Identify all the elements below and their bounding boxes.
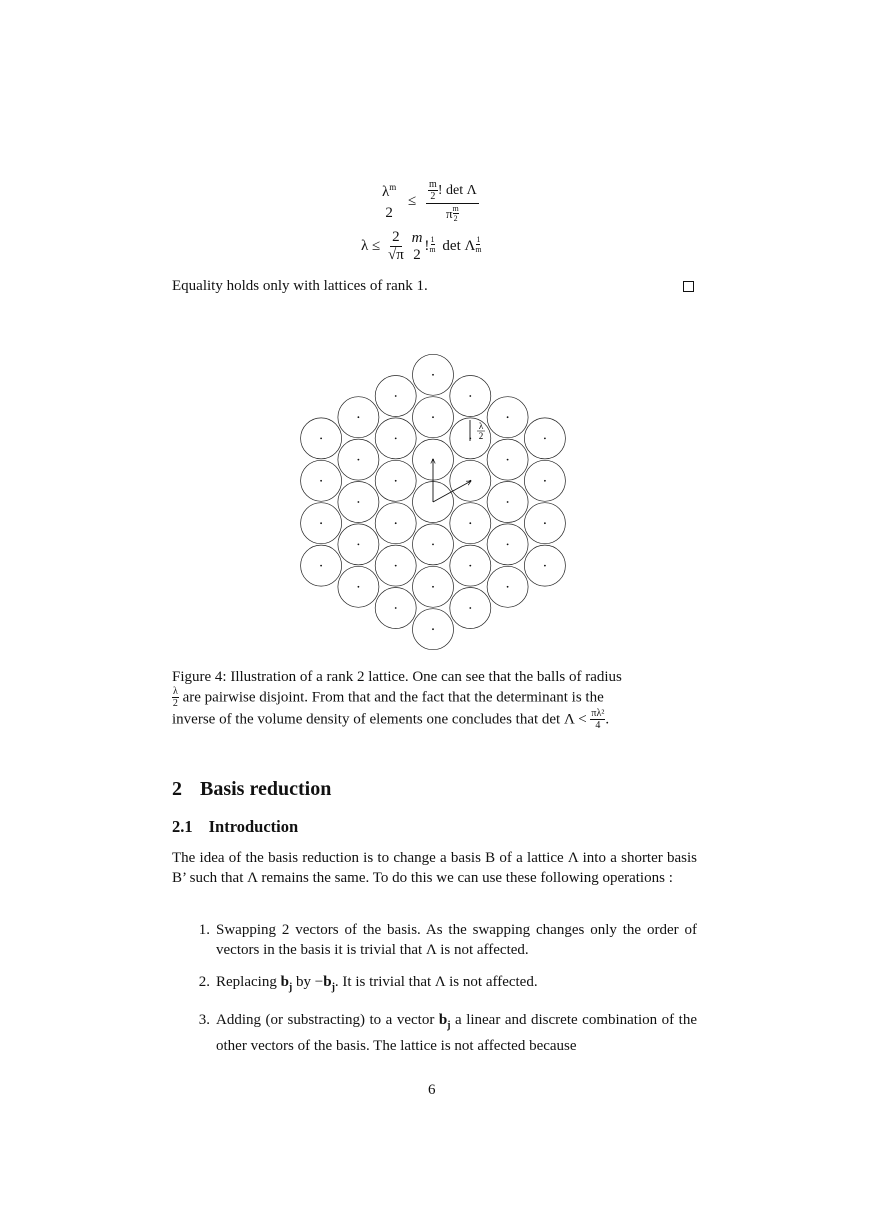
equation-1: $\lambda^m$ 2 ≤ $\frac{m}{2}$ ! det Λ π $\frac{m}{2}$ — [382, 179, 477, 223]
caption-line-2: $\frac{\lambda}{2}$ are pairwise disjoint. From that and the fact that the determinant is the — [172, 686, 604, 709]
eq1-rhs-fraction: $\frac{m}{2}$ ! det Λ π $\frac{m}{2}$ — [426, 180, 479, 223]
lattice-point — [395, 395, 397, 397]
lattice-point — [432, 586, 434, 588]
lattice-point — [544, 565, 546, 567]
eq2-fraction: $\frac{2}{√\pi}$ — [388, 229, 404, 263]
lattice-point — [395, 480, 397, 482]
lattice-point — [469, 565, 471, 567]
lattice-point — [320, 565, 322, 567]
lattice-point — [358, 416, 360, 418]
basis-vector-diagonal — [433, 481, 471, 502]
lattice-point — [432, 416, 434, 418]
lattice-point — [320, 522, 322, 524]
lattice-point — [544, 438, 546, 440]
lattice-point — [395, 438, 397, 440]
eq1-lhs-fraction: $\lambda^m$ 2 — [382, 181, 397, 221]
lattice-point — [507, 586, 509, 588]
lattice-point — [507, 416, 509, 418]
lattice-point — [358, 459, 360, 461]
subsection-heading: 2.1 Introduction — [172, 817, 299, 836]
lattice-point — [395, 565, 397, 567]
lattice-point — [432, 628, 434, 630]
equation-2: λ ≤ $\frac{2}{√\pi}$ m 2 ! $\frac{1}{m}$ det Λ $\frac{1}{m}$ — [361, 229, 482, 263]
list-item: 1. Swapping 2 vectors of the basis. As the swapping changes only the order of vectors in the basis it is trivial that Λ is not affected. — [198, 922, 697, 958]
lattice-point — [395, 522, 397, 524]
lattice-point — [544, 522, 546, 524]
qed-square — [683, 281, 694, 292]
lattice-point — [507, 459, 509, 461]
lattice-point — [469, 607, 471, 609]
lattice-point — [358, 586, 360, 588]
lattice-point — [507, 544, 509, 546]
radius-label-num: λ — [478, 421, 484, 431]
operations-list — [172, 920, 697, 1056]
caption-line-1: Figure 4: Illustration of a rank 2 lattice. One can see that the balls of radius — [172, 669, 622, 685]
lattice-figure — [280, 340, 590, 660]
lattice-point — [320, 438, 322, 440]
lattice-point — [358, 544, 360, 546]
list-item: 2. Replacing $b_j$ by $-b_j$. It is trivial that Λ is not affected. — [198, 974, 538, 993]
equality-note: Equality holds only with lattices of rank 1. — [172, 278, 428, 294]
list-item: 3. Adding (or substracting) to a vector $b_j$ a linear and discrete combination of the other vectors of the basis. The lattice is not affected because — [198, 1012, 697, 1054]
lattice-point — [432, 374, 434, 376]
lattice-point — [320, 480, 322, 482]
eq2-m-fraction: m 2 — [411, 229, 423, 263]
lattice-point — [432, 544, 434, 546]
lattice-point — [358, 501, 360, 503]
lattice-point — [507, 501, 509, 503]
lattice-point — [469, 395, 471, 397]
lattice-point — [395, 607, 397, 609]
caption-line-3: inverse of the volume density of elements one concludes that det Λ < $\frac{\text{πλ²}}{4}$ . — [172, 708, 610, 731]
radius-label-den: 2 — [478, 431, 484, 441]
lattice-point — [544, 480, 546, 482]
intro-paragraph: The idea of the basis reduction is to change a basis B of a lattice Λ into a shorter basis B’ such that Λ remains the same. To do this we can use these following operations : — [172, 850, 697, 886]
figure-caption — [172, 667, 697, 731]
section-heading: 2 Basis reduction — [172, 778, 332, 800]
page-number: 6 — [428, 1082, 436, 1098]
lattice-point — [469, 522, 471, 524]
